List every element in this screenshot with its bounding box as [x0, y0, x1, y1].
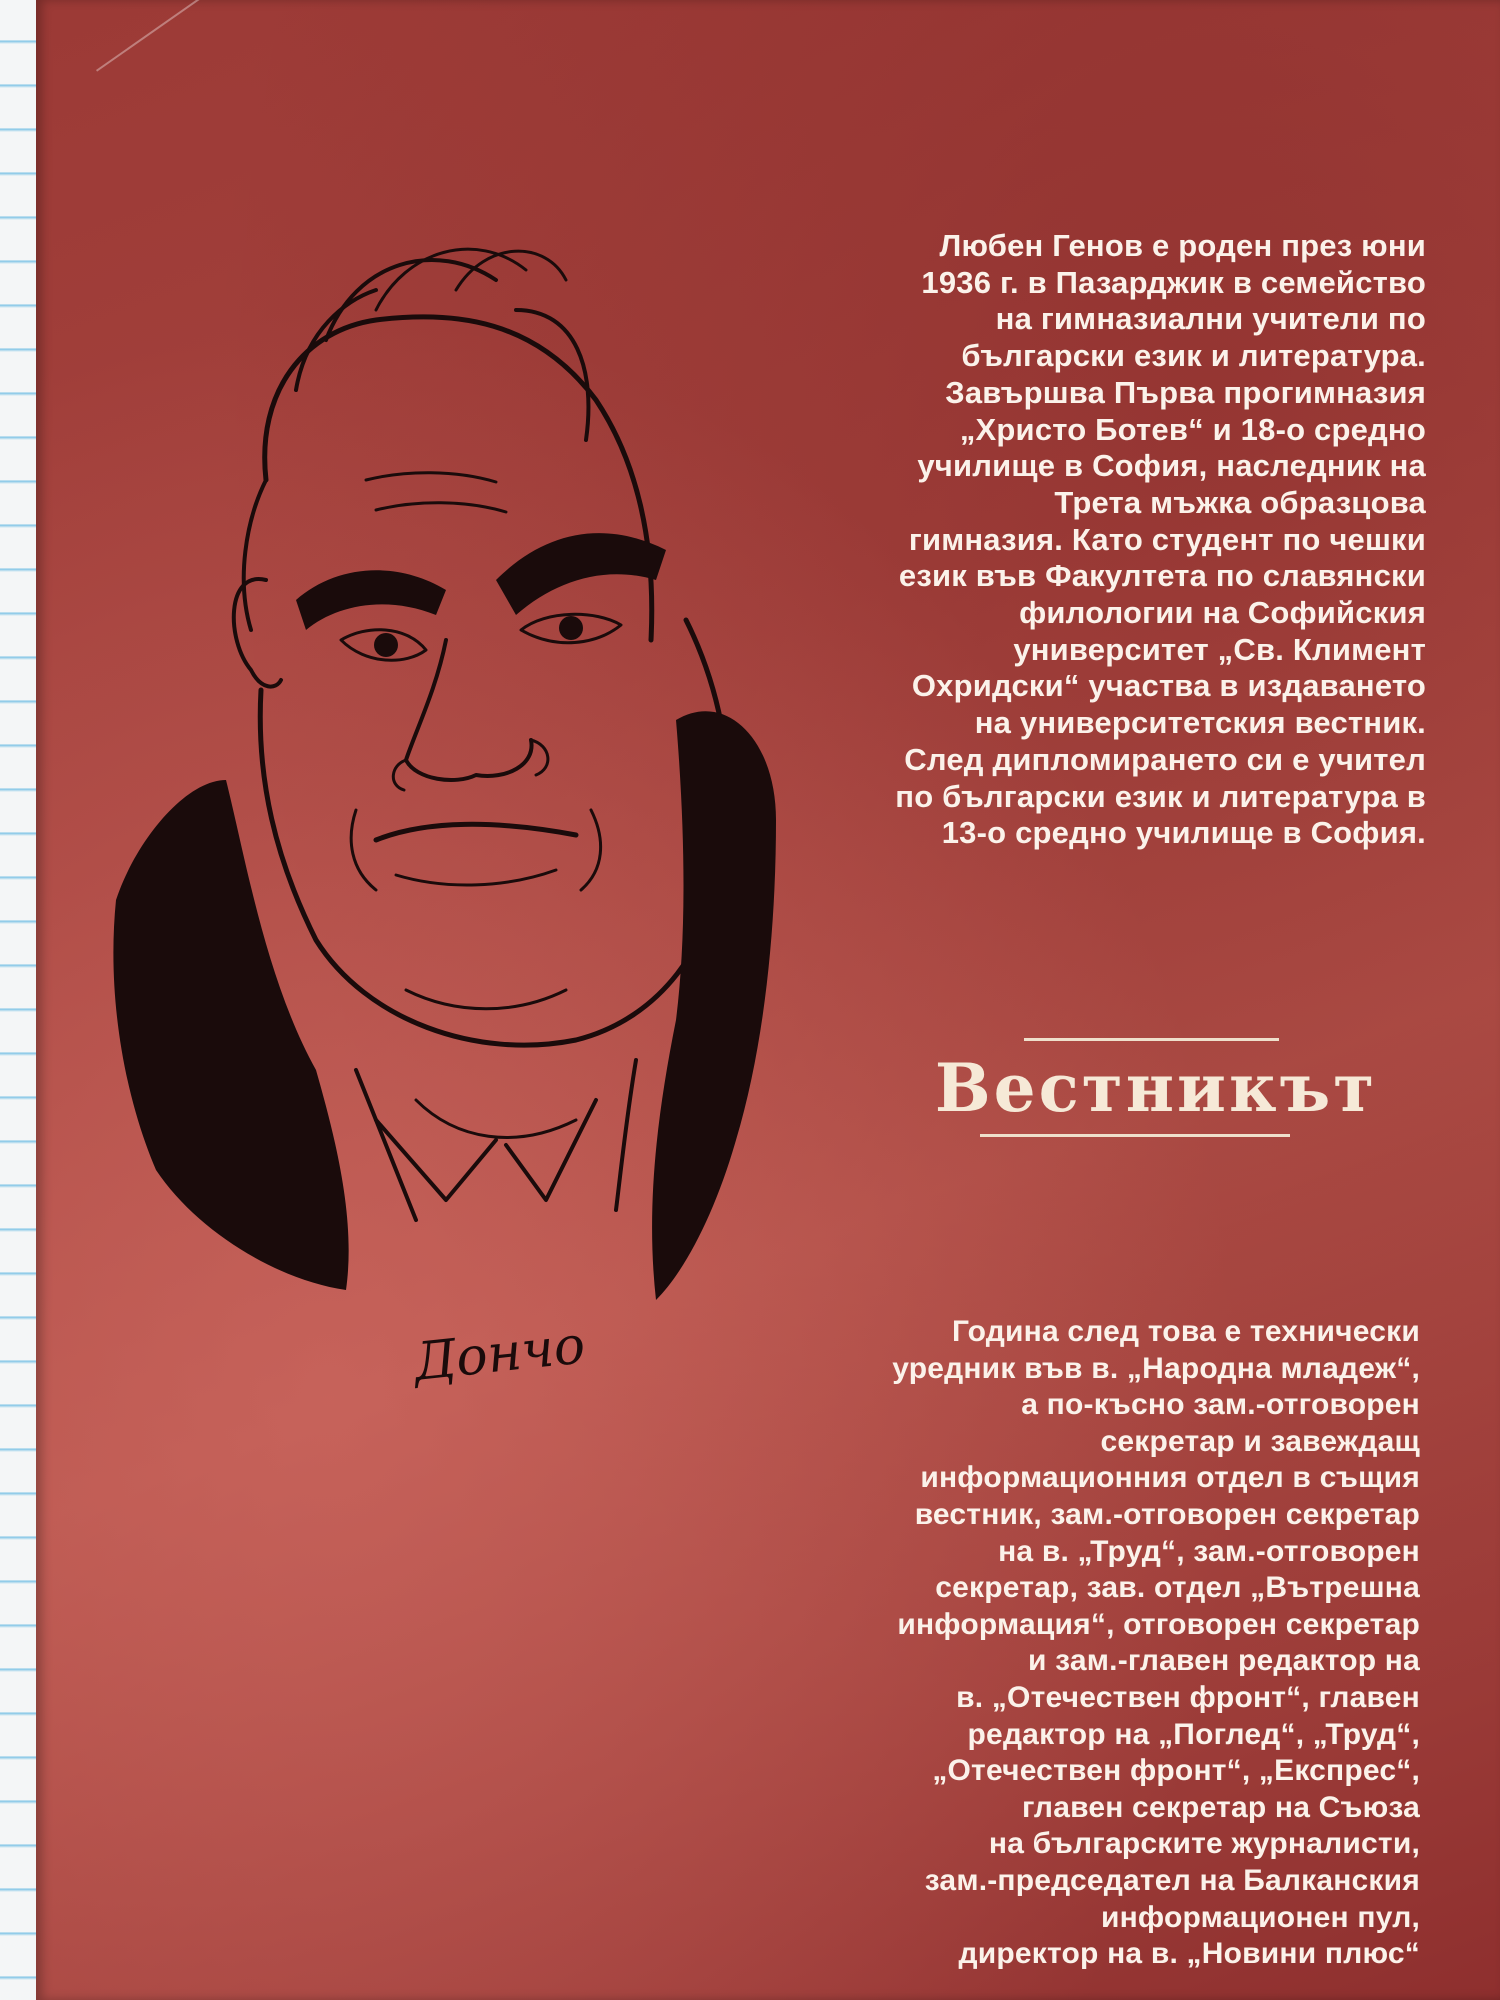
svg-text:Дончо: Дончо: [411, 1315, 588, 1393]
caricature-portrait: [76, 220, 816, 1420]
heading-rule-bottom: [980, 1134, 1290, 1137]
biography-paragraph: Любен Генов е роден през юни 1936 г. в Пазарджик в семейство на гимназиални учители по български език и литература. Завършва Първа прогимназия „Христо Ботев“ и 18-о средно училище в София, наследник на Трета мъжка образцова гимназия. Като студент по чешки език във Факултета по славянски филологии на Софийския университет „Св. Климент Охридски“ участва в издаването на университетския вестник. След дипломирането си е учител по български език и литература в 13-о средно училище в София.: [895, 228, 1426, 851]
artist-signature: [409, 1315, 588, 1393]
section-title: Вестникът: [934, 1049, 1378, 1127]
magazine-page: [36, 0, 1500, 2000]
paper-crease: [96, 0, 297, 170]
section-heading: [856, 1036, 1456, 1146]
heading-rule-top: [1024, 1038, 1279, 1041]
notebook-paper-edge: [0, 0, 40, 2000]
career-paragraph: Година след това е технически уредник във в. „Народна младеж“, а по-късно зам.-отговорен секретар и завеждащ информационния отдел в същия вестник, зам.-отговорен секретар на в. „Труд“, зам.-отговорен секретар, зав. отдел „Вътрешна информация“, отговорен секретар и зам.-главен редактор на в. „Отечествен фронт“, главен редактор на „Поглед“, „Труд“, „Отечествен фронт“, „Експрес“, главен секретар на Съюза на българските журналисти, зам.-председател на Балканския информационен пул, директор на в. „Новини плюс“: [892, 1315, 1420, 1971]
